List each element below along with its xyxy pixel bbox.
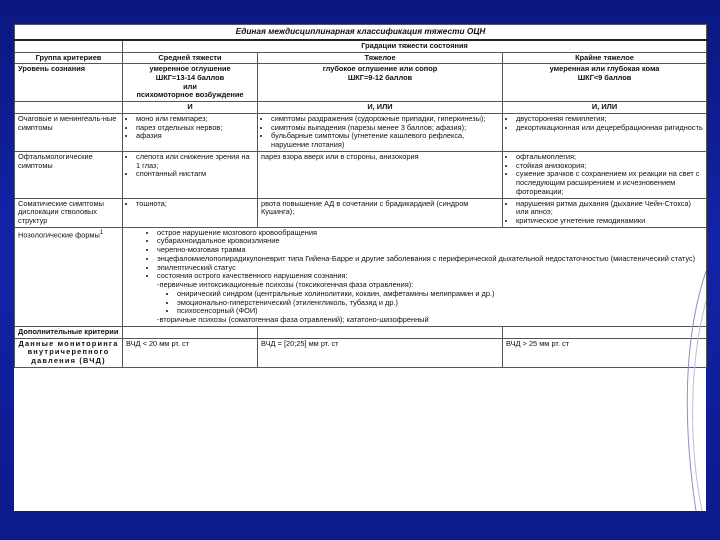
nosological-content [123,227,707,326]
list-item: • слепота или снижение зрения на 1 глаз; [136,153,254,170]
focal-extreme [503,113,707,151]
consciousness-moderate-line: ШКГ=13-14 баллов [155,72,225,82]
list-item: • черепно-мозговая травма [157,246,703,255]
list-item: • критическое угнетение гемодинамики [516,217,703,226]
ophthalmic-extreme [503,151,707,198]
list-item: • парез отдельных нервов; [136,124,254,133]
list-item: • симптомы раздражения (судорожные припадки, гиперкинезы); [271,115,499,124]
slide-page [14,24,706,511]
list-item: • декортикационная или децеребрационная ригидность [516,124,703,133]
somatic-severe: рвота повышение АД в сочетании с брадикардией (синдром Кушинга); [258,198,503,227]
connector-moderate: И [123,102,258,114]
blank-cell [258,326,503,338]
list-item: -вторичные психозы (соматогенная фаза отравлений); кататоно-шизофренный [157,315,429,325]
list-item: • эмоционально-гиперстенический (этиленгликоль, тубазид и др.) [177,299,703,308]
blank-cell [15,102,123,114]
list-item: • афазия [136,132,254,141]
list-item: • острое нарушение мозгового кровообращения [157,229,703,238]
blank-cell [15,40,123,52]
title-row [15,25,707,40]
list-item: • онирический синдром (центральные холинолитики, кокаин, амфетамины мелипрамин и др.) [177,290,703,299]
icp-moderate: ВЧД < 20 мм рт. ст [123,338,258,367]
consciousness-moderate [123,64,258,102]
icp-severe: ВЧД = [20;25] мм рт. ст [258,338,503,367]
list-item: • офтальмоплегия; [516,153,703,162]
list-item: • энцефаломиелополирадикулоневрит типа Гийена-Барре и другие заболевания с периферической дыхательной недостаточностью (миастенический статус) [157,255,703,264]
list-item: • сужение зрачков с сохранением их реакции на свет с последующим расширением и исчезновением фотореакции; [516,170,703,196]
consciousness-moderate-line: психомоторное возбуждение [136,90,244,100]
list-item: • бульбарные симптомы (угнетение кашлевого рефлекса, нарушение глотания) [271,132,499,149]
consciousness-moderate-line: или [183,81,197,91]
focal-label: Очаговые и менингеаль-ные симптомы [15,113,123,151]
col-header-severe: Тяжелое [258,52,503,64]
list-item: • нарушения ритма дыхания (дыхание Чейн-Стокса) или апноэ; [516,200,703,217]
list-item: • симптомы выпадения (парезы менее 3 баллов; афазия); [271,124,499,133]
column-header-row [15,52,707,64]
classification-table [14,24,707,368]
consciousness-label: Уровень сознания [15,64,123,102]
additional-row [15,326,707,338]
ophthalmic-row [15,151,707,198]
focal-severe [258,113,503,151]
somatic-row [15,198,707,227]
list-item: • тошнота; [136,200,254,209]
connector-row [15,102,707,114]
list-item: • двусторонняя гемиплегия; [516,115,703,124]
decorative-curves [676,271,706,511]
ophthalmic-severe: парез взора вверх или в стороны, анизокория [258,151,503,198]
consciousness-extreme-line: ШКГ<9 баллов [577,72,632,82]
icp-row [15,338,707,367]
col-header-moderate: Средней тяжести [123,52,258,64]
consciousness-moderate-line: умеренное оглушение [149,64,231,74]
icp-label: Данные мониторинга внутричерепного давления (ВЧД) [15,338,123,367]
consciousness-severe-line: ШКГ=9-12 баллов [347,72,413,82]
consciousness-extreme [503,64,707,102]
additional-label: Дополнительные критерии [15,326,123,338]
list-item: • психосенсорный (ФОИ) [177,307,703,316]
blank-cell [123,326,258,338]
col-header-group: Группа критериев [15,52,123,64]
somatic-extreme [503,198,707,227]
list-item: • состояния острого качественного нарушения сознания: [157,272,703,281]
nosological-row [15,227,707,326]
list-item: • стойкая анизокория; [516,162,703,171]
somatic-label: Соматические симптомы дислокации стволовых структур [15,198,123,227]
consciousness-extreme-line: умеренная или глубокая кома [549,64,660,74]
list-item: • субарахноидальное кровоизлияние [157,237,703,246]
list-item: • спонтанный нистагм [136,170,254,179]
list-item: • эпилептический статус [157,264,703,273]
connector-extreme: И, ИЛИ [503,102,707,114]
consciousness-severe [258,64,503,102]
icp-extreme: ВЧД > 25 мм рт. ст [503,338,707,367]
list-item: • моно или гемипарез; [136,115,254,124]
ophthalmic-moderate [123,151,258,198]
connector-severe: И, ИЛИ [258,102,503,114]
gradation-row [15,40,707,52]
focal-row [15,113,707,151]
list-item: -первичные интоксикационные психозы (токсикогенная фаза отравления): [157,280,414,290]
table-title: Единая междисциплинарная классификация тяжести ОЦН [15,25,707,40]
consciousness-severe-line: глубокое оглушение или сопор [322,64,438,74]
ophthalmic-label: Офтальмологические симптомы [15,151,123,198]
nosological-label [15,227,123,326]
somatic-moderate [123,198,258,227]
col-header-extreme: Крайне тяжелое [503,52,707,64]
gradations-header: Градации тяжести состояния [123,40,707,52]
consciousness-row [15,64,707,102]
focal-moderate [123,113,258,151]
footnote-mark: 1 [99,228,104,236]
nosological-label-text: Нозологические формы [18,230,100,240]
